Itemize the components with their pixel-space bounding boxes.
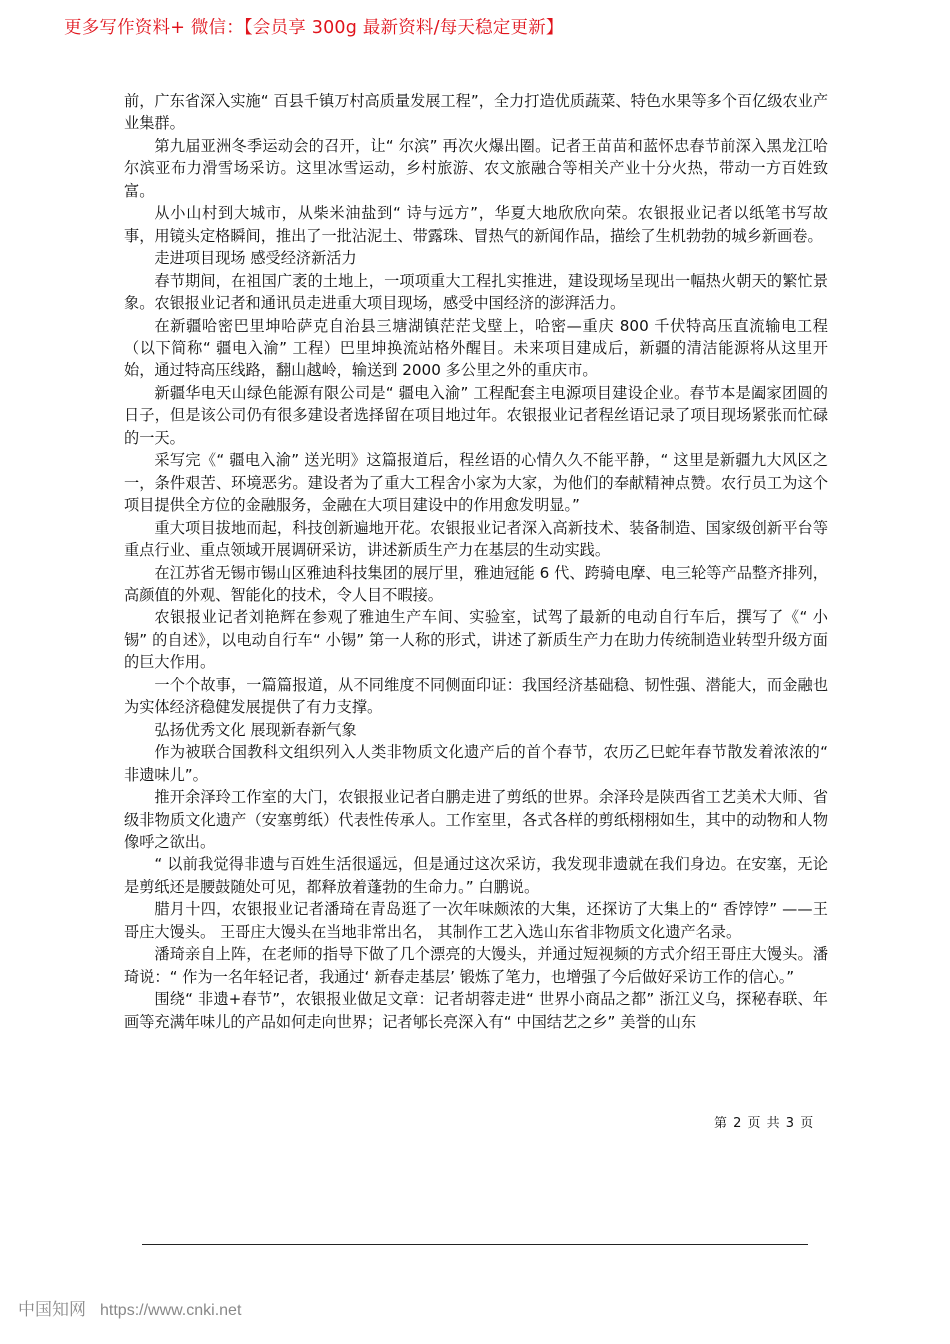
paragraph: 春节期间，在祖国广袤的土地上，一项项重大工程扎实推进，建设现场呈现出一幅热火朝天的繁忙景象。农银报业记者和通讯员走进重大项目现场，感受中国经济的澎湃活力。 bbox=[124, 271, 828, 313]
footer-divider bbox=[142, 1244, 808, 1245]
paragraph: 在江苏省无锡市锡山区雅迪科技集团的展厅里，雅迪冠能 6 代、跨骑电摩、电三轮等产品整齐排列，高颜值的外观、智能化的技术，令人目不暇接。 bbox=[124, 563, 828, 604]
section-heading: 走进项目现场 感受经济新活力 bbox=[154, 249, 357, 268]
paragraph: 在新疆哈密巴里坤哈萨克自治县三塘湖镇茫茫戈壁上，哈密—重庆 800 千伏特高压直流输电工程（以下简称“ 疆电入渝” 工程）巴里坤换流站格外醒目。未来项目建成后，新疆的清洁能源将从这里开始，通过特高压线路，翻山越岭，输送到 2000 多公里之外的重庆市。 bbox=[124, 316, 828, 380]
paragraph: 重大项目拔地而起，科技创新遍地开花。农银报业记者深入高新技术、装备制造、国家级创新平台等重点行业、重点领域开展调研采访，讲述新质生产力在基层的生动实践。 bbox=[124, 518, 828, 560]
paragraph: 农银报业记者刘艳辉在参观了雅迪生产车间、实验室，试驾了最新的电动自行车后，撰写了《“ 小锡” 的自述》，以电动自行车“ 小锡” 第一人称的形式，讲述了新质生产力在助力传统制造业转型升级方面的巨大作用。 bbox=[124, 608, 828, 672]
paragraph: “ 以前我觉得非遗与百姓生活很遥远，但是通过这次采访，我发现非遗就在我们身边。在安塞，无论是剪纸还是腰鼓随处可见，都释放着蓬勃的生命力。” 白鹏说。 bbox=[124, 855, 828, 896]
section-heading: 弘扬优秀文化 展现新春新气象 bbox=[154, 720, 357, 739]
page-number: 第 2 页 共 3 页 bbox=[714, 1116, 815, 1131]
paragraph: 采写完《“ 疆电入渝” 送光明》这篇报道后，程丝语的心情久久不能平静，“ 这里是新疆九大风区之一，条件艰苦、环境恶劣。建设者为了重大工程舍小家为大家，为他们的奉献精神点赞。农行员工为这个项目提供全方位的金融服务，金融在大项目建设中的作用愈发明显。” bbox=[124, 451, 828, 515]
article-body bbox=[124, 90, 828, 1033]
footer-brand: 中国知网 bbox=[18, 1300, 86, 1320]
paragraph: 腊月十四，农银报业记者潘琦在青岛逛了一次年味颇浓的大集，还探访了大集上的“ 香饽饽” ——王哥庄大馒头。 王哥庄大馒头在当地非常出名， 其制作工艺入选山东省非物质文化遗产名录。 bbox=[124, 900, 828, 941]
paragraph: 第九届亚洲冬季运动会的召开，让“ 尔滨” 再次火爆出圈。记者王苗苗和蓝怀忠春节前深入黑龙江哈尔滨亚布力滑雪场采访。这里冰雪运动，乡村旅游、农文旅融合等相关产业十分火热，带动一方百姓致富。 bbox=[124, 136, 828, 200]
paragraph: 前，广东省深入实施“ 百县千镇万村高质量发展工程”，全力打造优质蔬菜、特色水果等多个百亿级农业产业集群。 bbox=[124, 92, 829, 133]
paragraph: 围绕“ 非遗+春节”，农银报业做足文章：记者胡蓉走进“ 世界小商品之都” 浙江义乌，探秘春联、年画等充满年味儿的产品如何走向世界；记者郇长亮深入有“ 中国结艺之乡” 美誉的山东 bbox=[124, 990, 828, 1031]
paragraph: 潘琦亲自上阵，在老师的指导下做了几个漂亮的大馒头，并通过短视频的方式介绍王哥庄大馒头。潘琦说：“ 作为一名年轻记者，我通过‘ 新春走基层’ 锻炼了笔力，也增强了今后做好采访工作的信心。” bbox=[124, 945, 828, 986]
footer-url[interactable]: https://www.cnki.net bbox=[100, 1302, 242, 1319]
paragraph: 作为被联合国教科文组织列入人类非物质文化遗产后的首个春节，农历乙巳蛇年春节散发着浓浓的“ 非遗味儿”。 bbox=[124, 743, 828, 784]
footer-watermark bbox=[18, 1295, 241, 1320]
paragraph: 从小山村到大城市，从柴米油盐到“ 诗与远方”，华夏大地欣欣向荣。农银报业记者以纸笔书写故事，用镜头定格瞬间，推出了一批沾泥土、带露珠、冒热气的新闻作品，描绘了生机勃勃的城乡新画卷。 bbox=[124, 204, 828, 245]
paragraph: 新疆华电天山绿色能源有限公司是“ 疆电入渝” 工程配套主电源项目建设企业。春节本是阖家团圆的日子，但是该公司仍有很多建设者选择留在项目地过年。农银报业记者程丝语记录了项目现场紧张而忙碌的一天。 bbox=[124, 383, 828, 447]
paragraph: 一个个故事，一篇篇报道，从不同维度不同侧面印证：我国经济基础稳、韧性强、潜能大，而金融也为实体经济稳健发展提供了有力支撑。 bbox=[124, 675, 828, 717]
promo-banner: 更多写作资料+ 微信：【会员享 300g 最新资料/每天稳定更新】 bbox=[64, 18, 564, 38]
paragraph: 推开余泽玲工作室的大门，农银报业记者白鹏走进了剪纸的世界。余泽玲是陕西省工艺美术大师、省级非物质文化遗产（安塞剪纸）代表性传承人。工作室里，各式各样的剪纸栩栩如生，其中的动物和人物像呼之欲出。 bbox=[124, 788, 828, 851]
